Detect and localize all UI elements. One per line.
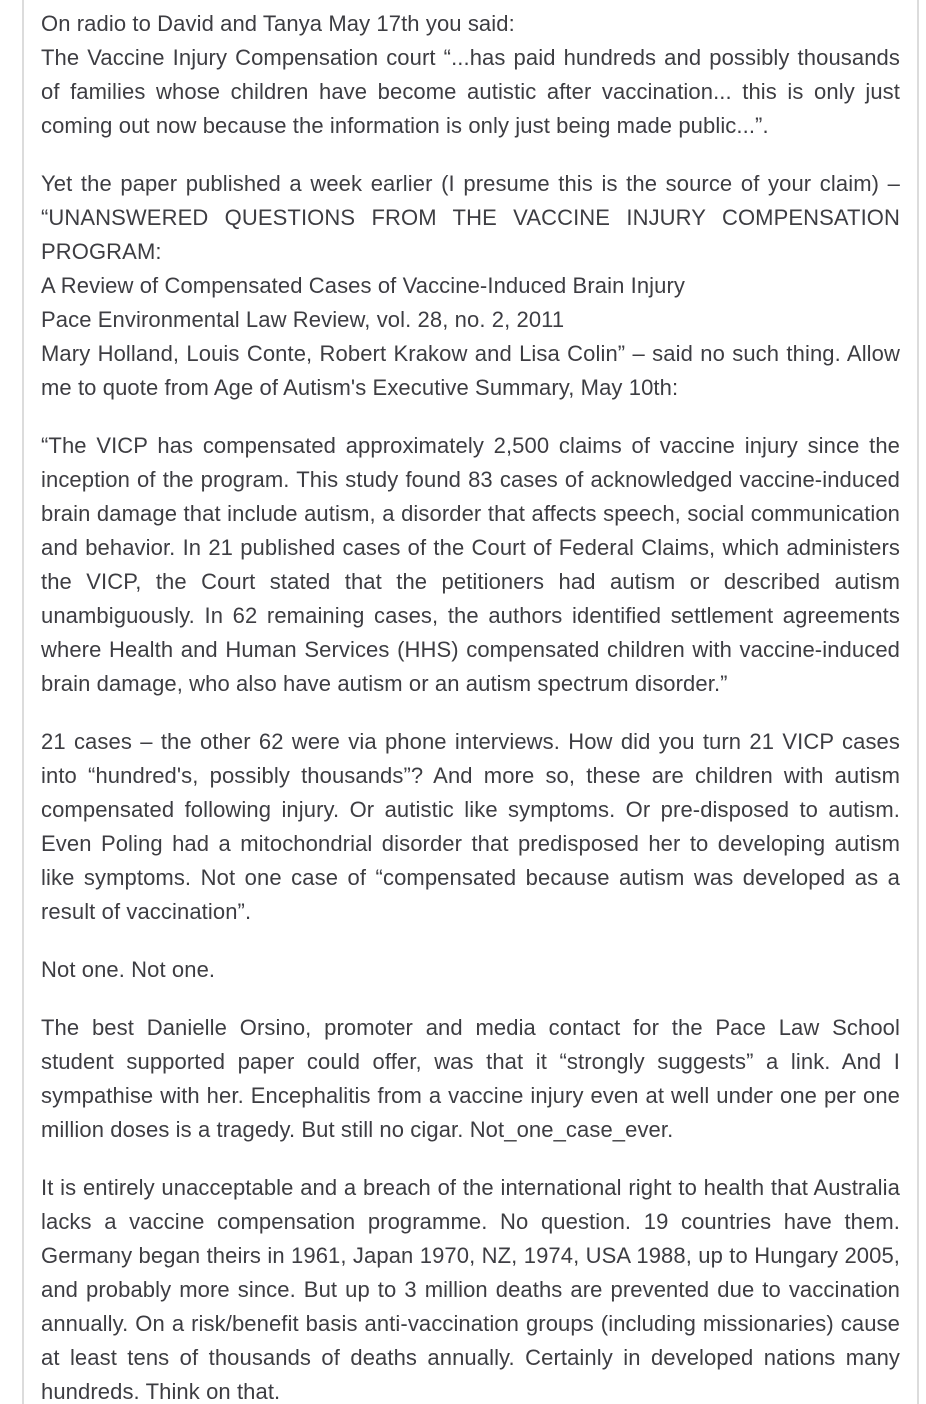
paragraph-line: 21 cases – the other 62 were via phone interviews. How did you turn 21 VICP cases into “hundred's, possibly thousands”? And more so, these are children with autism compensated following injury. Or autistic like symptoms. Or pre-disposed to autism. Even Poling had a mitochondrial disorder that predisposed her to developing autism like symptoms. Not one case of “compensated because autism was developed as a result of vaccination”. <box>41 729 900 924</box>
paragraph-line: Not one. Not one. <box>41 957 216 982</box>
paragraph-line: On radio to David and Tanya May 17th you said: <box>41 11 515 36</box>
paragraph-line: Pace Environmental Law Review, vol. 28, no. 2, 2011 <box>41 307 565 332</box>
paragraph-line: It is entirely unacceptable and a breach of the international right to health that Australia lacks a vaccine compensation programme. No question. 19 countries have them. Germany began theirs in 1961, Japan 1970, NZ, 1974, USA 1988, up to Hungary 2005, and probably more since. But up to 3 million deaths are prevented due to vaccination annually. On a risk/benefit basis anti-vaccination groups (including missionaries) cause at least tens of thousands of deaths annually. Certainly in developed nations many hundreds. Think on that. <box>41 1175 900 1404</box>
paragraph-vicp-quote <box>41 429 900 701</box>
paragraph-paper-citation <box>41 167 900 405</box>
paragraph-line: A Review of Compensated Cases of Vaccine-Induced Brain Injury <box>41 273 686 298</box>
paragraph-line: The best Danielle Orsino, promoter and media contact for the Pace Law School student supported paper could offer, was that it “strongly suggests” a link. And I sympathise with her. Encephalitis from a vaccine injury even at well under one per one million doses is a tragedy. But still no cigar. Not_one_case_ever. <box>41 1015 900 1142</box>
paragraph-radio-claim <box>41 7 900 143</box>
paragraph-compensation-programme <box>41 1171 900 1404</box>
paragraph-21-cases <box>41 725 900 929</box>
paragraph-line: The Vaccine Injury Compensation court “...has paid hundreds and possibly thousands of families whose children have become autistic after vaccination... this is only just coming out now because the information is only just being made public...”. <box>41 45 900 138</box>
paragraph-danielle-orsino <box>41 1011 900 1147</box>
paragraph-line: Mary Holland, Louis Conte, Robert Krakow and Lisa Colin” – said no such thing. Allow me to quote from Age of Autism's Executive Summary, May 10th: <box>41 341 900 400</box>
paragraph-line: Yet the paper published a week earlier (I presume this is the source of your claim) – “UNANSWERED QUESTIONS FROM THE VACCINE INJURY COMPENSATION PROGRAM: <box>41 171 900 264</box>
paragraph-line: “The VICP has compensated approximately 2,500 claims of vaccine injury since the inception of the program. This study found 83 cases of acknowledged vaccine-induced brain damage that include autism, a disorder that affects speech, social communication and behavior. In 21 published cases of the Court of Federal Claims, which administers the VICP, the Court stated that the petitioners had autism or described autism unambiguously. In 62 remaining cases, the authors identified settlement agreements where Health and Human Services (HHS) compensated children with vaccine-induced brain damage, who also have autism or an autism spectrum disorder.” <box>41 433 900 696</box>
quoted-comment-panel <box>22 0 919 1404</box>
paragraph-not-one <box>41 953 900 987</box>
